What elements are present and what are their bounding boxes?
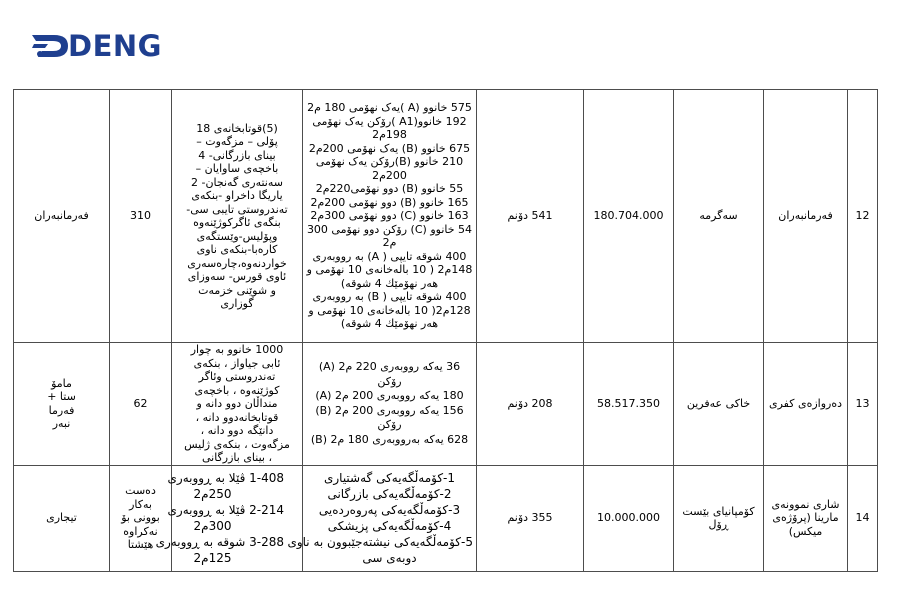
housing-cell: 575 خانوو (A )یەک نهۆمی 180 م2 192 خانوو(A1 )رۆکن یەک نهۆمی 198م2 675 خانوو (B) یەک نهۆمی 200م2 210 خانوو (B)رۆکن یەک نهۆمی 200م2 55 خانوو (B) دوو نهۆمی220م2 165 خانوو (B) دوو نهۆمی 200م2 163 خانوو (C) دوو نهۆمی 300م2 54 خانوو (C) رۆکن دوو نهۆمی 300 م2 400 شوقە تایپی ( A) بە رووبەری 148م2 ( 10 بالەخانەی 10 نهۆمی و هەر نهۆمێك 4 شوقە) 400 شوقە تایپی ( B) بە رووبەری 128م2( 10 بالەخانەی 10 نهۆمی و هەر نهۆمێك 4 شوقە) <box>303 90 477 343</box>
count-cell: دەست بەکار بوونی بۆ نەکراوە هێشتا <box>110 465 172 571</box>
deng-logo-icon <box>30 29 70 63</box>
services-cell: 1000 خانوو بە چوار ئابی جیاواز ، بنکەی تەندروستی وئاگر کوژێنەوە ، باخچەی منداڵان دوو دانە و قوتابخانەدوو دانە ، دانێگە دوو دانە ، مزگەوت ، بنکەی ژلیس ، بینای بازرگانی <box>172 343 303 466</box>
company-cell: خاکی عەفرین <box>674 343 764 466</box>
area-cell: 355 دۆنم <box>477 465 584 571</box>
project-name-cell: شاری نموونەی مارینا (پرۆژەی میکس) <box>764 465 848 571</box>
housing-cell: 36 یەکە رووبەری 220 م2 (A) رۆکن 180 یەکە رووبەری 200 م2 (A) 156 یەکە رووبەری 200 م2 (B) رۆکن 628 یەکە بەرووبەری 180 م2 (B) <box>303 343 477 466</box>
type-cell: فەرمانبەران <box>14 90 110 343</box>
value-cell: 10.000.000 <box>584 465 674 571</box>
company-cell: کۆمپانیای بێست ڕۆل <box>674 465 764 571</box>
value-cell: 180.704.000 <box>584 90 674 343</box>
count-cell: 62 <box>110 343 172 466</box>
project-name-cell: دەروازەی کفری <box>764 343 848 466</box>
row-number-cell: 13 <box>848 343 878 466</box>
table-row <box>14 343 878 466</box>
count-cell: 310 <box>110 90 172 343</box>
services-cell: (5)قوتابخانەی 18 پۆلی – مزگەوت – بینای بازرگانی- 4 باخچەی ساوایان – سەنتەری گەنجان- 2 یاریگا داخراو -بنکەی تەندروستی تایبی سی-بنگەی ئاگرکوژێنەوە وپۆلیس-وێستگەی کارەبا-بنکەی ناوی خواردنەوە،چارەسەری ئاوی قورس- سەوزای و شوێنی خزمەت گوزاری <box>172 90 303 343</box>
logo-text: DENG <box>68 29 162 63</box>
row-number-cell: 12 <box>848 90 878 343</box>
table-row <box>14 90 878 343</box>
row-number-cell: 14 <box>848 465 878 571</box>
area-cell: 541 دۆنم <box>477 90 584 343</box>
type-cell: مامۆ ستا + فەرما نبەر <box>14 343 110 466</box>
area-cell: 208 دۆنم <box>477 343 584 466</box>
company-cell: سەگرمە <box>674 90 764 343</box>
table-row <box>14 465 878 571</box>
type-cell: تیجاری <box>14 465 110 571</box>
project-name-cell: فەرمانبەران <box>764 90 848 343</box>
value-cell: 58.517.350 <box>584 343 674 466</box>
company-logo <box>30 29 162 63</box>
housing-cell: 1-کۆمەڵگەیەکی گەشتیاری 2-کۆمەڵگەیەکی بازرگانی 3-کۆمەڵگەیەکی پەروەردەیی 4-کۆمەڵگەیەکی پزیشکی 5-کۆمەڵگەیەکی نیشتەجێبوون بە ناوی دوبەی سی <box>303 465 477 571</box>
projects-table <box>13 89 878 572</box>
services-cell: 1-408 ڤێلا بە ڕووبەری 250م2 2-214 ڤێلا بە ڕووبەری 300م2 3-288 شوقە بە ڕووبەری 125م2 <box>172 465 303 571</box>
